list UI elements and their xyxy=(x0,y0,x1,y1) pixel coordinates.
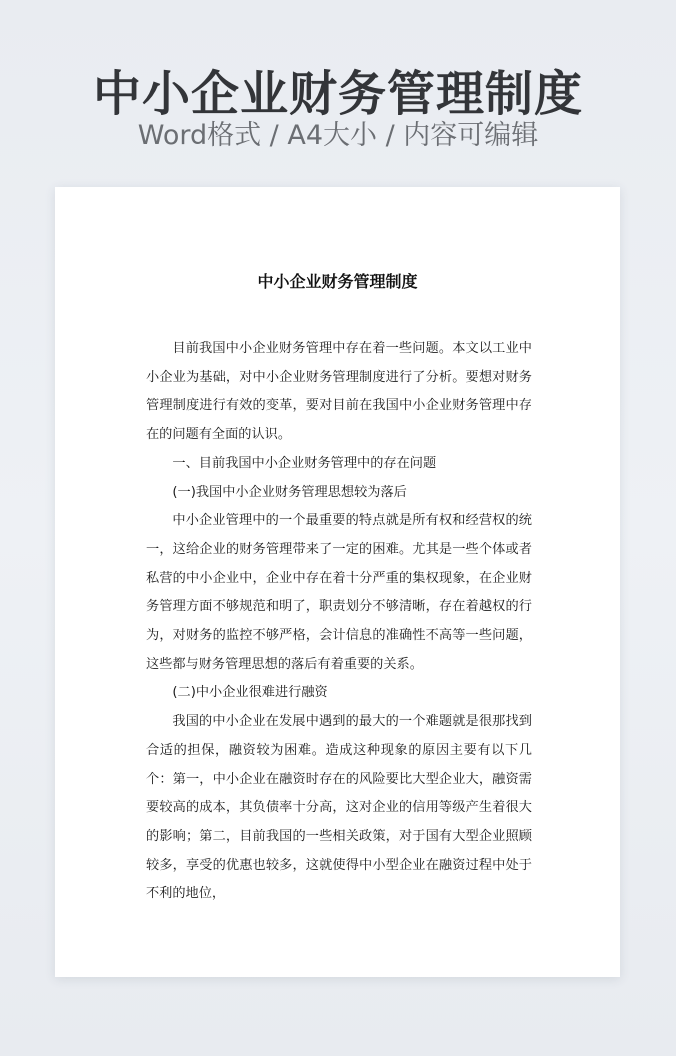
document-page xyxy=(55,187,620,977)
subsection-heading: (二)中小企业很难进行融资 xyxy=(172,685,328,701)
banner-title: 中小企业财务管理制度 xyxy=(92,66,583,122)
paragraph: 中小企业管理中的一个最重要的特点就是所有权和经营权的统一，这给企业的财务管理带来了一定的困难。尤其是一些个体或者私营的中小企业中，企业中存在着十分严重的集权现象，在企业财务管理方面不够规范和明了，职责划分不够清晰，存在着越权的行为，对财务的监控不够严格，会计信息的准确性不高等一些问题，这些都与财务管理思想的落后有着重要的关系。 xyxy=(146,513,532,672)
banner xyxy=(0,0,676,180)
subsection-heading: (一)我国中小企业财务管理思想较为落后 xyxy=(172,484,407,500)
document-title: 中小企业财务管理制度 xyxy=(257,272,418,291)
paragraph: 我国的中小企业在发展中遇到的最大的一个难题就是很那找到合适的担保，融资较为困难。造成这种现象的原因主要有以下几个：第一，中小企业在融资时存在的风险要比大型企业大，融资需要较高的成本，其负债率十分高，这对企业的信用等级产生着很大的影响；第二，目前我国的一些相关政策，对于国有大型企业照顾较多，享受的优惠也较多，这就使得中小型企业在融资过程中处于不利的地位， xyxy=(146,714,532,902)
paragraph-intro: 目前我国中小企业财务管理中存在着一些问题。本文以工业中小企业为基础，对中小企业财务管理制度进行了分析。要想对财务管理制度进行有效的变革，要对目前在我国中小企业财务管理中存在的问题有全面的认识。 xyxy=(146,341,532,443)
section-heading: 一、目前我国中小企业财务管理中的存在问题 xyxy=(172,455,437,471)
document-body xyxy=(146,335,532,909)
banner-subtitle: Word格式 / A4大小 / 内容可编辑 xyxy=(137,120,539,151)
